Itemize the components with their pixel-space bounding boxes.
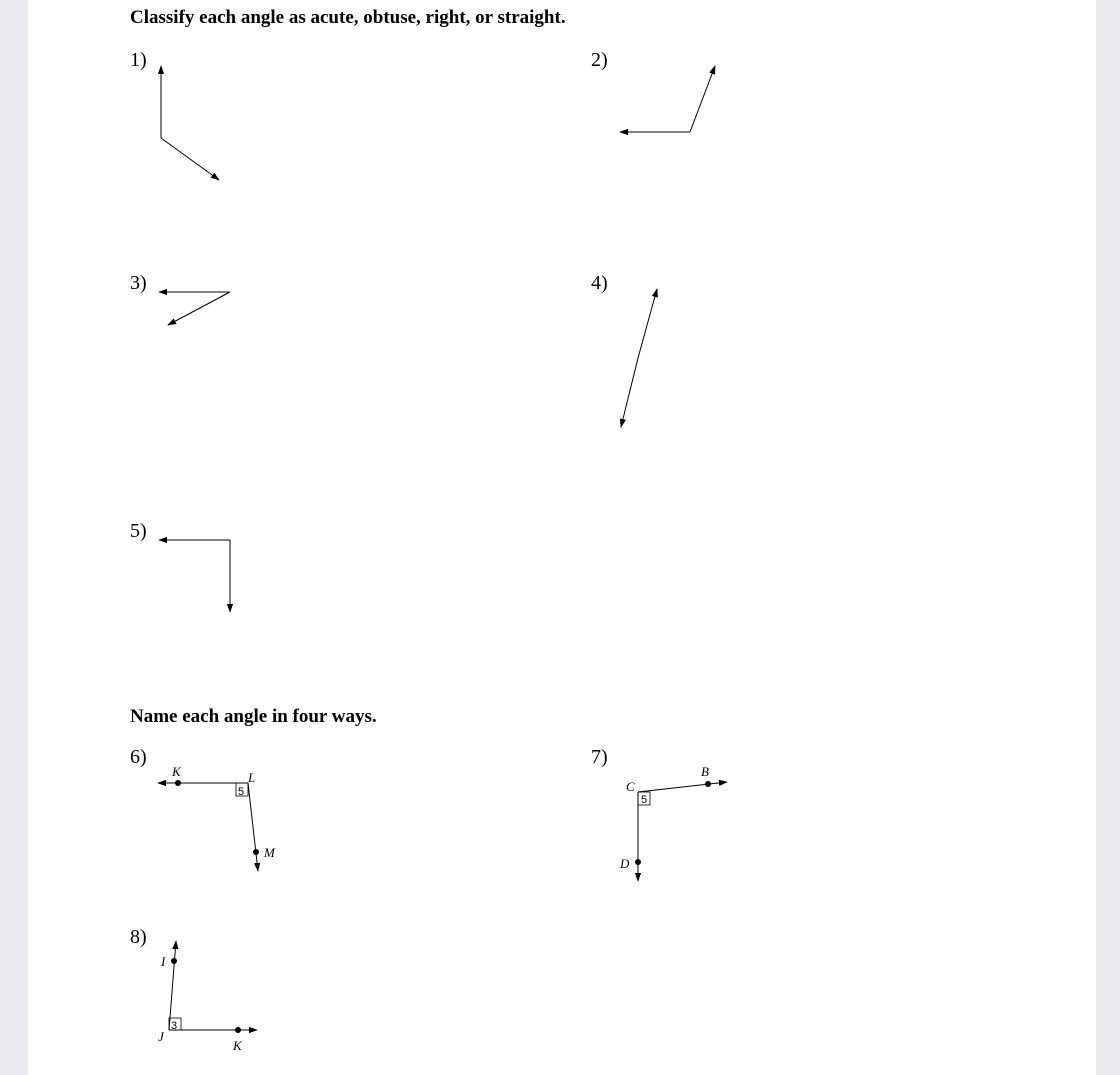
angle-figure-3: [159, 292, 230, 325]
label-J-8: J: [158, 1029, 164, 1044]
problem-number-7: 7): [591, 746, 608, 768]
angle-number-8: 3: [171, 1020, 178, 1032]
point-M-6: [253, 849, 259, 855]
label-I-8: I: [161, 954, 166, 969]
problem-number-3: 3): [130, 272, 147, 294]
angle-number-7: 5: [641, 794, 648, 806]
problem-number-2: 2): [591, 49, 608, 71]
point-D-7: [635, 859, 641, 865]
angle-figure-4: [621, 289, 657, 427]
problem-number-4: 4): [591, 272, 608, 294]
section-heading-classify: Classify each angle as acute, obtuse, right, or straight.: [130, 7, 566, 28]
angle-figure-7: [638, 782, 727, 881]
angle-figure-1: [161, 66, 219, 180]
angle-figure-2: [620, 66, 715, 132]
label-L-6: L: [248, 770, 256, 785]
point-K-8: [235, 1027, 241, 1033]
label-C-7: C: [626, 779, 635, 794]
point-I-8: [171, 958, 177, 964]
angle-number-6: 5: [238, 786, 245, 798]
point-B-7: [705, 781, 711, 787]
angle-figure-5: [159, 540, 230, 612]
point-K-6: [175, 780, 181, 786]
problem-number-8: 8): [130, 926, 147, 948]
label-D-7: D: [620, 856, 630, 871]
problem-number-6: 6): [130, 746, 147, 768]
worksheet-page: [28, 0, 1096, 1075]
angle-figures: [28, 0, 1096, 1075]
label-B-7: B: [701, 764, 709, 779]
section-heading-name: Name each angle in four ways.: [130, 706, 377, 727]
label-K-6: K: [172, 764, 181, 779]
label-M-6: M: [264, 845, 275, 860]
problem-number-5: 5): [130, 520, 147, 542]
label-K-8: K: [233, 1038, 242, 1053]
problem-number-1: 1): [130, 49, 147, 71]
angle-figure-8: [169, 941, 257, 1030]
